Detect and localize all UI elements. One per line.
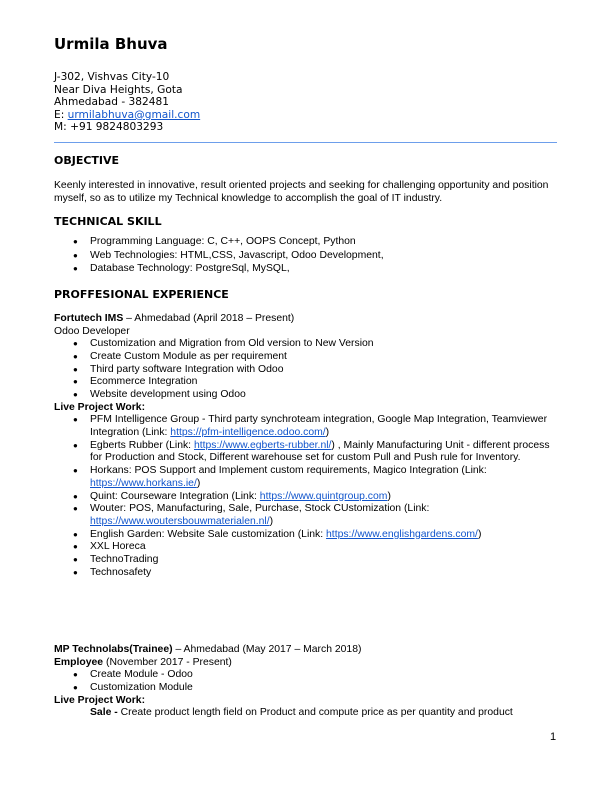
email-prefix: E:: [54, 108, 68, 121]
project-text-end: ): [387, 490, 391, 502]
job2-live-heading: Live Project Work:: [54, 694, 146, 706]
address-line-2: Near Diva Heights, Gota: [54, 83, 183, 96]
mobile-line: M: +91 9824803293: [54, 121, 164, 134]
contact-block: [54, 71, 200, 134]
job2-role-period: (November 2017 - Present): [103, 656, 232, 668]
duty-item: ● Customization and Migration from Old version to New Version: [54, 338, 557, 351]
job1-company: Fortutech IMS: [54, 313, 124, 324]
header-divider: [54, 142, 557, 143]
job2-company: MP Technolabs(Trainee): [54, 644, 173, 655]
project-text-end: ): [269, 515, 274, 527]
duty-item: ● Create Module - Odoo: [54, 669, 557, 682]
project-item: [54, 529, 557, 542]
project-item: [54, 414, 557, 439]
project-link[interactable]: https://www.quintgroup.com: [259, 490, 388, 502]
email-line: [54, 109, 200, 122]
duty-item: ● Create Custom Module as per requirement: [54, 351, 557, 364]
project-item: ● Technosafety: [54, 567, 557, 580]
duty-item: ● Customization Module: [54, 682, 557, 695]
project-text-end: ) , Mainly Manufacturing Unit - different process for Production and Stock, Different warehouse set for custom Pull and Push rule for Inventory.: [90, 439, 550, 464]
project-text-end: ): [196, 477, 201, 489]
job1-block: [54, 313, 557, 579]
job1-location: – Ahmedabad (April 2018 – Present): [123, 313, 295, 324]
candidate-name: Urmila Bhuva: [54, 35, 168, 53]
duty-item: ● Ecommerce Integration: [54, 376, 557, 389]
job1-role: Odoo Developer: [54, 325, 130, 337]
job1-projects: [54, 414, 557, 579]
project-text: Wouter: POS, Manufacturing, Sale, Purchase, Stock CUstomization (Link:: [90, 503, 430, 515]
project-link[interactable]: https://pfm-intelligence.odoo.com/: [170, 427, 326, 438]
project-link[interactable]: https://www.woutersbouwmaterialen.nl/: [90, 515, 270, 527]
job2-block: [54, 644, 557, 720]
job1-title-line: [54, 313, 557, 326]
job2-duties: [54, 669, 557, 694]
project-text: PFM Intelligence Group - Third party synchroteam integration, Google Map Integration, Teamviewer Integration (Link:: [90, 414, 548, 438]
job1-live-heading: Live Project Work:: [54, 401, 146, 413]
address-line-3: Ahmedabad - 382481: [54, 96, 169, 109]
job2-role: Employee: [54, 656, 104, 668]
project-text: Quint: Courseware Integration (Link:: [90, 490, 260, 502]
experience-heading: PROFFESIONAL EXPERIENCE: [54, 288, 229, 301]
job2-sale-label: Sale -: [90, 707, 121, 719]
skill-item: ● Database Technology: PostgreSql, MySQL,: [54, 262, 557, 276]
skill-item: ● Programming Language: C, C++, OOPS Concept, Python: [54, 235, 557, 249]
project-item: ● XXL Horeca: [54, 541, 557, 554]
job1-duties: [54, 338, 557, 402]
page-number: 1: [550, 731, 557, 743]
project-item: [54, 440, 557, 465]
job2-title-line: [54, 644, 557, 657]
project-text: Horkans: POS Support and Implement custom requirements, Magico Integration (Link:: [90, 465, 487, 477]
job2-role-line: [54, 657, 557, 670]
project-item: ● TechnoTrading: [54, 554, 557, 567]
project-link[interactable]: https://www.horkans.ie/: [90, 477, 197, 489]
project-text: English Garden: Website Sale customization (Link:: [90, 528, 327, 540]
project-text-end: ): [477, 528, 482, 540]
address-line-1: J-302, Vishvas City-10: [54, 71, 170, 83]
email-link[interactable]: urmilabhuva@gmail.com: [67, 108, 201, 121]
project-text: Egberts Rubber (Link:: [90, 439, 194, 451]
job2-sale-line: [54, 707, 557, 720]
project-link[interactable]: https://www.egberts-rubber.nl/: [193, 439, 332, 451]
project-item: [54, 491, 557, 504]
duty-item: ● Third party software Integration with Odoo: [54, 364, 557, 377]
objective-text: Keenly interested in innovative, result oriented projects and seeking for challenging opportunity and position myself, so as to utilize my Technical knowledge to accomplish the goal of IT industry.: [54, 180, 549, 204]
project-text-end: ): [325, 427, 330, 438]
skills-heading: TECHNICAL SKILL: [54, 215, 162, 228]
job2-sale-text: Create product length field on Product and compute price as per quantity and product: [120, 707, 513, 719]
skills-list: [54, 235, 557, 276]
duty-item: ● Website development using Odoo: [54, 389, 557, 402]
skill-item: ● Web Technologies: HTML,CSS, Javascript, Odoo Development,: [54, 249, 557, 263]
project-item: [54, 503, 557, 528]
objective-heading: OBJECTIVE: [54, 154, 120, 167]
project-item: [54, 465, 557, 490]
job2-location: – Ahmedabad (May 2017 – March 2018): [172, 644, 362, 655]
project-link[interactable]: https://www.englishgardens.com/: [326, 528, 478, 540]
